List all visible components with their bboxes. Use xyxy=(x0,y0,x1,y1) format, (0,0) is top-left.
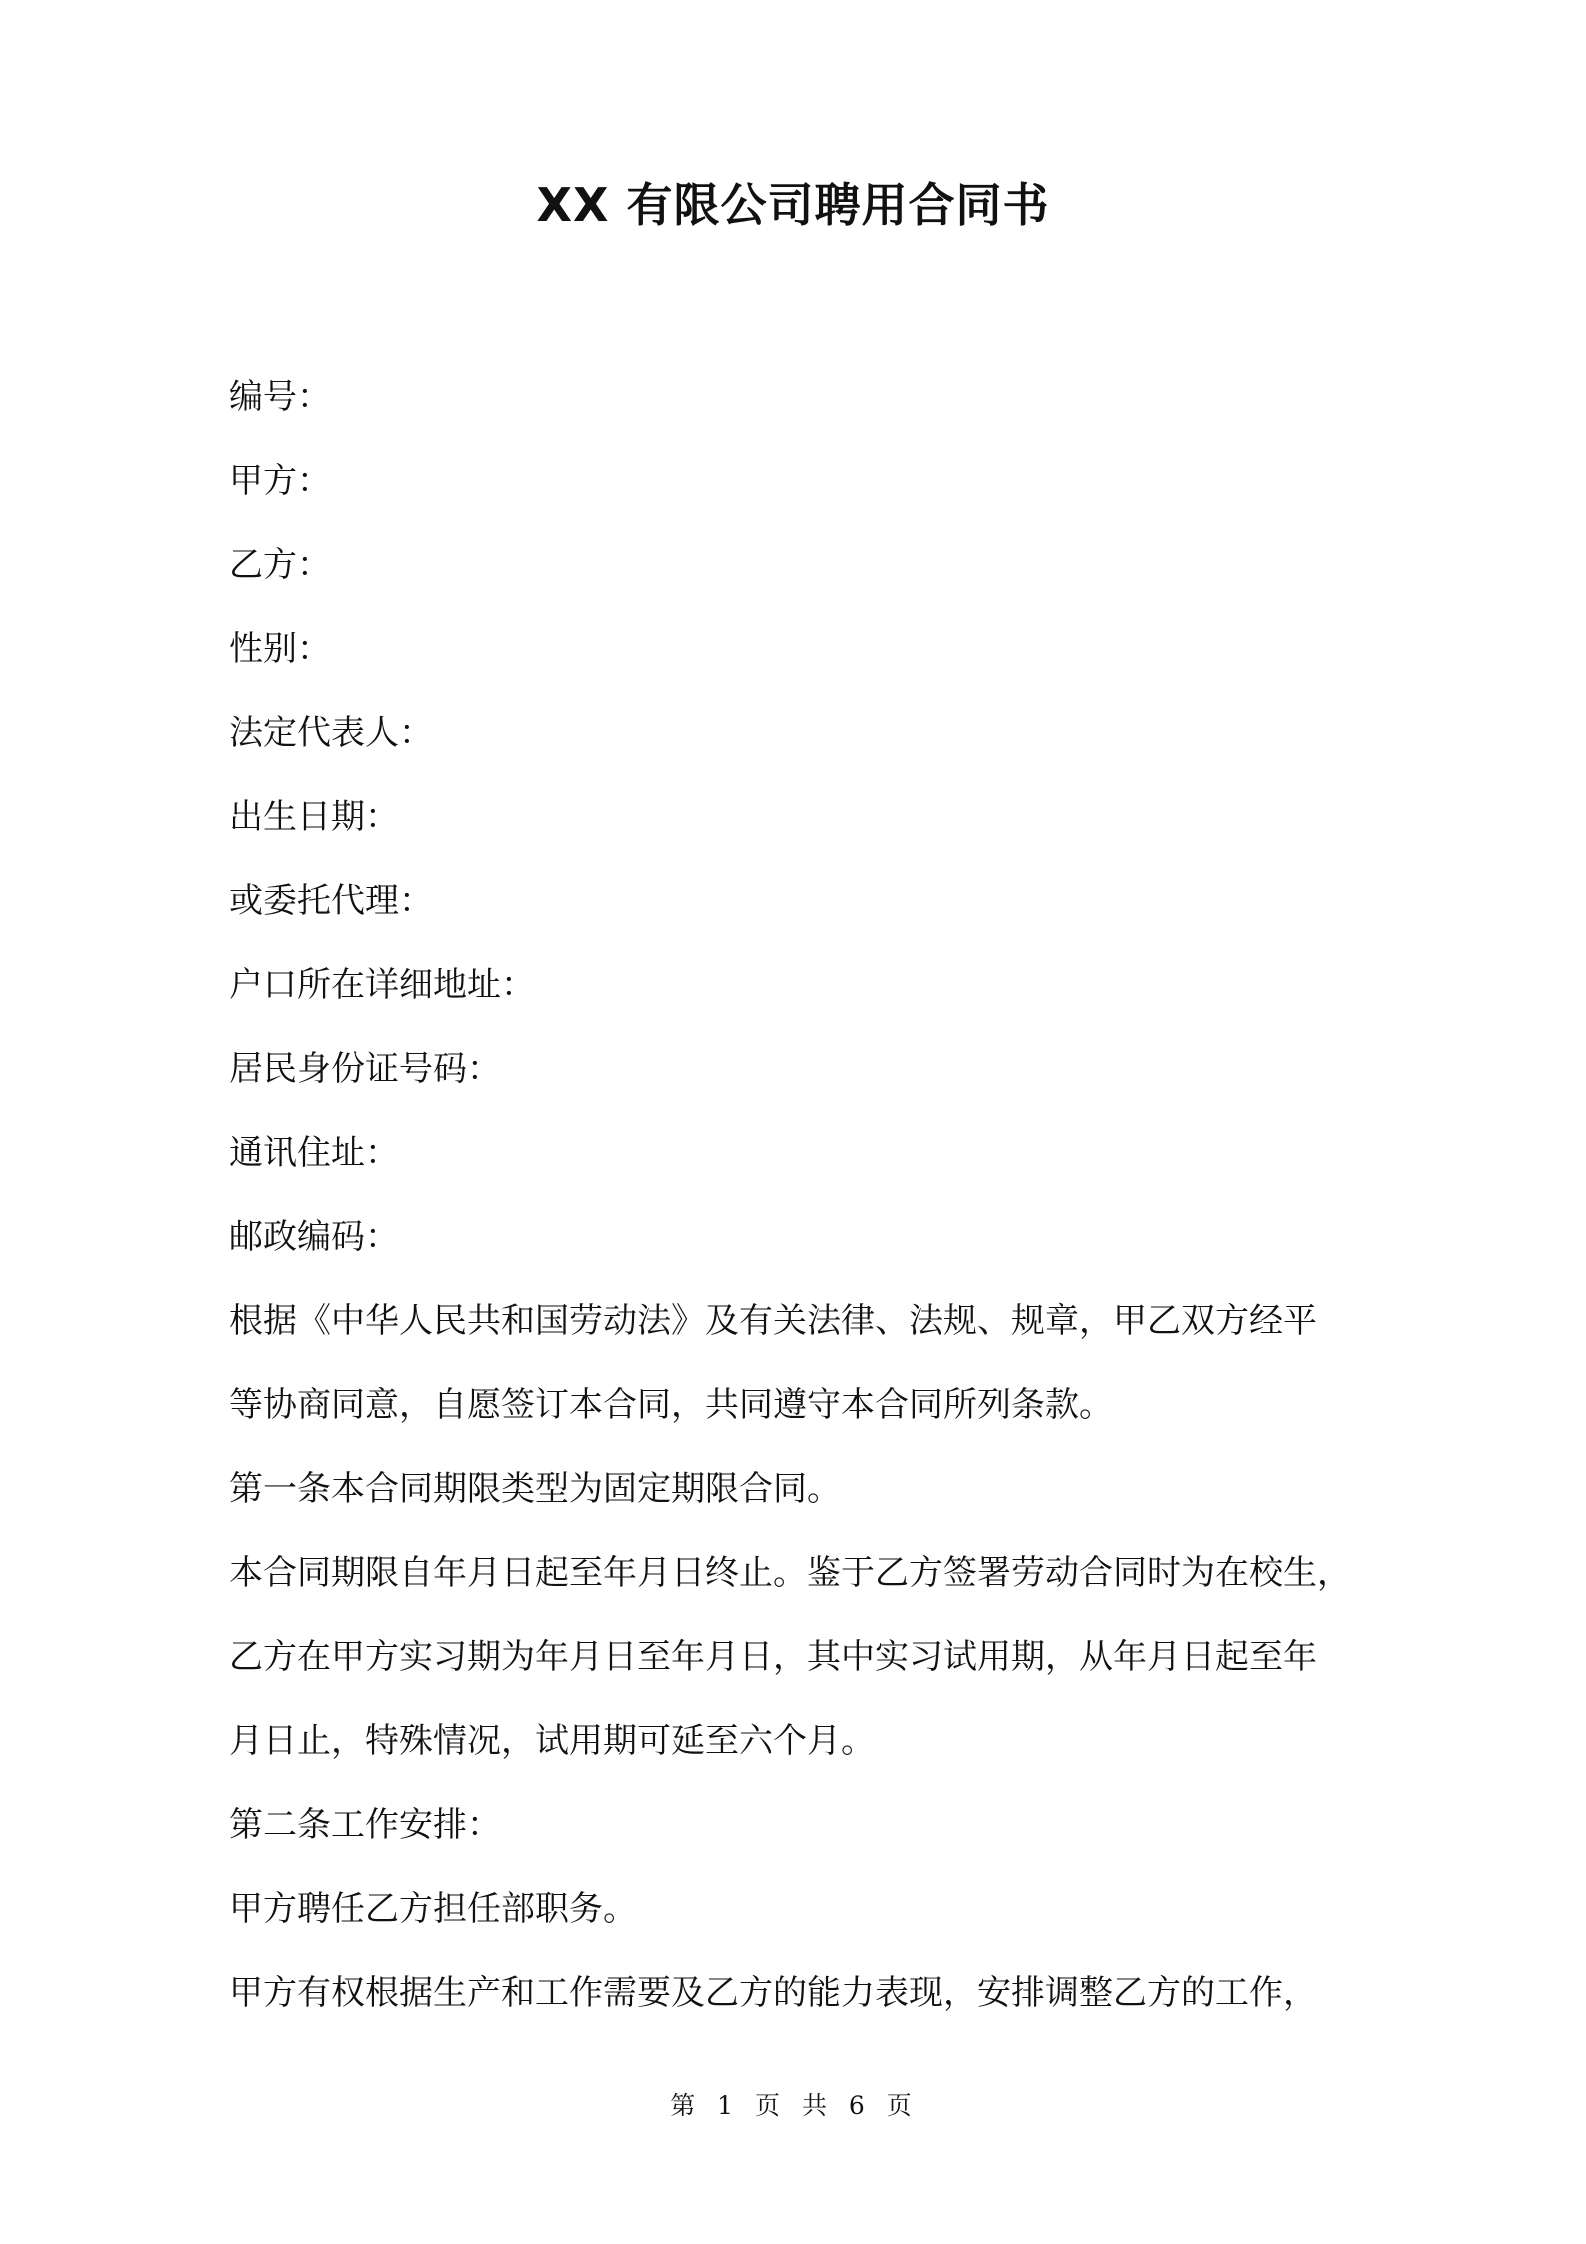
field-number: 编号： xyxy=(229,377,331,417)
paragraph-line: 根据《中华人民共和国劳动法》及有关法律、法规、规章，甲乙双方经平 xyxy=(229,1301,1317,1341)
field-postal-code: 邮政编码： xyxy=(229,1217,399,1257)
field-mailing-address: 通讯住址： xyxy=(229,1133,399,1173)
field-birth-date: 出生日期： xyxy=(229,797,399,837)
clause-heading: 第二条工作安排： xyxy=(229,1805,501,1845)
paragraph-line: 甲方有权根据生产和工作需要及乙方的能力表现，安排调整乙方的工作， xyxy=(229,1973,1317,2013)
field-id-number: 居民身份证号码： xyxy=(229,1049,501,1089)
page-title: XX 有限公司聘用合同书 xyxy=(536,178,1050,232)
field-authorized-agent: 或委托代理： xyxy=(229,881,433,921)
field-household-address: 户口所在详细地址： xyxy=(229,965,535,1005)
paragraph-line: 本合同期限自年月日起至年月日终止。鉴于乙方签署劳动合同时为在校生， xyxy=(229,1553,1351,1593)
document-body xyxy=(229,355,1449,2035)
field-party-a: 甲方： xyxy=(229,461,331,501)
paragraph-line: 月日止，特殊情况，试用期可延至六个月。 xyxy=(229,1721,875,1761)
paragraph-line: 等协商同意，自愿签订本合同，共同遵守本合同所列条款。 xyxy=(229,1385,1113,1425)
field-legal-representative: 法定代表人： xyxy=(229,713,433,753)
paragraph-line: 甲方聘任乙方担任部职务。 xyxy=(229,1889,637,1929)
field-gender: 性别： xyxy=(229,629,331,669)
paragraph-line: 乙方在甲方实习期为年月日至年月日，其中实习试用期，从年月日起至年 xyxy=(229,1637,1317,1677)
field-party-b: 乙方： xyxy=(229,545,331,585)
page-number-footer: 第 1 页 共 6 页 xyxy=(670,2091,916,2120)
clause-heading: 第一条本合同期限类型为固定期限合同。 xyxy=(229,1469,841,1509)
